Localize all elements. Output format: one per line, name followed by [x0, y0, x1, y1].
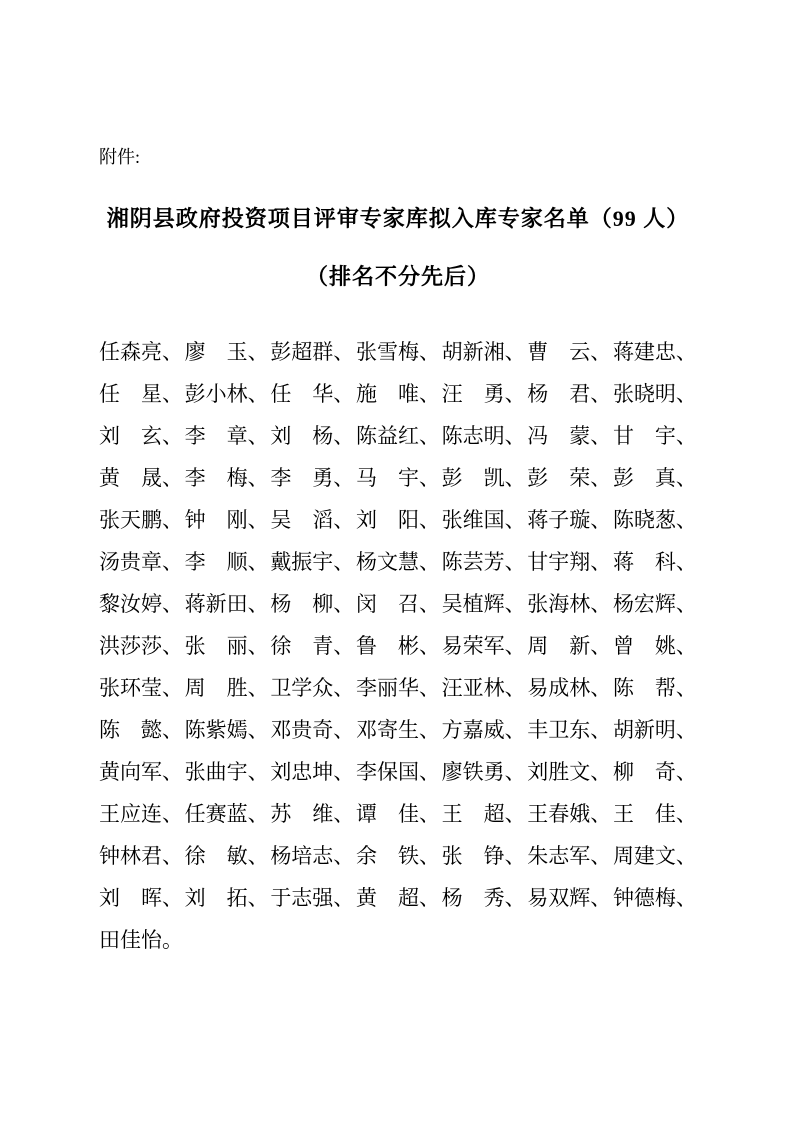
document-subtitle: （排名不分先后）	[305, 264, 490, 290]
expert-name: 张曲宇、	[184, 759, 269, 784]
expert-name: 柳 奇、	[612, 759, 697, 784]
expert-name: 李 顺、	[184, 549, 269, 574]
name-line	[99, 919, 697, 961]
expert-name: 周 胜、	[184, 675, 269, 700]
expert-name: 陈芸芳、	[441, 549, 526, 574]
name-line	[99, 457, 697, 499]
expert-name: 黄向军、	[99, 759, 183, 784]
expert-name: 陈 懿、	[99, 717, 183, 742]
expert-name: 彭小林、	[184, 381, 269, 406]
expert-name: 张 铮、	[441, 843, 526, 868]
expert-name: 卫学众、	[270, 675, 355, 700]
expert-name: 李 梅、	[184, 465, 269, 490]
name-list	[99, 331, 697, 961]
name-line	[99, 541, 697, 583]
expert-name: 蒋子璇、	[527, 507, 612, 532]
expert-name: 刘胜文、	[527, 759, 612, 784]
expert-name: 杨文慧、	[355, 549, 440, 574]
expert-name: 李 章、	[184, 423, 269, 448]
expert-name: 甘宇翔、	[527, 549, 612, 574]
expert-name: 蒋新田、	[184, 591, 269, 616]
expert-name: 田佳怡。	[99, 927, 183, 952]
expert-name: 施 唯、	[355, 381, 440, 406]
expert-name: 黄 超、	[355, 885, 440, 910]
expert-name: 张维国、	[441, 507, 526, 532]
expert-name: 曾 姚、	[612, 633, 697, 658]
expert-name: 吴 滔、	[270, 507, 355, 532]
expert-name: 王 超、	[441, 801, 526, 826]
expert-name: 朱志军、	[527, 843, 612, 868]
name-line	[99, 625, 697, 667]
expert-name: 杨宏辉、	[612, 591, 697, 616]
name-line	[99, 667, 697, 709]
expert-name: 陈志明、	[441, 423, 526, 448]
expert-name: 蒋建忠、	[612, 339, 697, 364]
expert-name: 张晓明、	[612, 381, 697, 406]
expert-name: 刘 晖、	[99, 885, 183, 910]
expert-name: 李 勇、	[270, 465, 355, 490]
name-line	[99, 709, 697, 751]
name-line	[99, 877, 697, 919]
expert-name: 洪莎莎、	[99, 633, 183, 658]
expert-name: 蒋 科、	[612, 549, 697, 574]
expert-name: 胡新明、	[612, 717, 697, 742]
expert-name: 廖 玉、	[184, 339, 269, 364]
expert-name: 易荣军、	[441, 633, 526, 658]
expert-name: 易双辉、	[527, 885, 612, 910]
expert-name: 王应连、	[99, 801, 183, 826]
document-title: 湘阴县政府投资项目评审专家库拟入库专家名单（99 人）	[106, 206, 690, 231]
expert-name: 李保国、	[355, 759, 440, 784]
expert-name: 陈紫嫣、	[184, 717, 269, 742]
expert-name: 陈 帮、	[612, 675, 697, 700]
expert-name: 钟德梅、	[612, 885, 697, 910]
expert-name: 刘忠坤、	[270, 759, 355, 784]
name-line	[99, 331, 697, 373]
expert-name: 鲁 彬、	[355, 633, 440, 658]
name-line	[99, 793, 697, 835]
expert-name: 丰卫东、	[527, 717, 612, 742]
expert-name: 廖铁勇、	[441, 759, 526, 784]
expert-name: 张天鹏、	[99, 507, 183, 532]
expert-name: 陈益红、	[355, 423, 440, 448]
attachment-label: 附件:	[99, 147, 141, 167]
expert-name: 甘 宇、	[612, 423, 697, 448]
expert-name: 汪亚林、	[441, 675, 526, 700]
expert-name: 冯 蒙、	[527, 423, 612, 448]
expert-name: 王春娥、	[527, 801, 612, 826]
expert-name: 张海林、	[527, 591, 612, 616]
expert-name: 张 丽、	[184, 633, 269, 658]
expert-name: 吴植辉、	[441, 591, 526, 616]
expert-name: 任 华、	[270, 381, 355, 406]
name-line	[99, 835, 697, 877]
expert-name: 陈晓葱、	[612, 507, 697, 532]
name-line	[99, 583, 697, 625]
expert-name: 汪 勇、	[441, 381, 526, 406]
expert-name: 张环莹、	[99, 675, 183, 700]
expert-name: 周建文、	[612, 843, 697, 868]
expert-name: 李丽华、	[355, 675, 440, 700]
expert-name: 任森亮、	[99, 339, 183, 364]
expert-name: 刘 玄、	[99, 423, 183, 448]
expert-name: 徐 青、	[270, 633, 355, 658]
expert-name: 苏 维、	[270, 801, 355, 826]
expert-name: 任 星、	[99, 381, 183, 406]
expert-name: 彭 荣、	[527, 465, 612, 490]
expert-name: 胡新湘、	[441, 339, 526, 364]
expert-name: 杨培志、	[270, 843, 355, 868]
expert-name: 曹 云、	[527, 339, 612, 364]
expert-name: 易成林、	[527, 675, 612, 700]
expert-name: 邓寄生、	[355, 717, 440, 742]
expert-name: 方嘉威、	[441, 717, 526, 742]
expert-name: 戴振宇、	[270, 549, 355, 574]
expert-name: 钟 刚、	[184, 507, 269, 532]
name-line	[99, 415, 697, 457]
expert-name: 马 宇、	[355, 465, 440, 490]
expert-name: 刘 杨、	[270, 423, 355, 448]
expert-name: 彭 真、	[612, 465, 697, 490]
expert-name: 于志强、	[270, 885, 355, 910]
expert-name: 杨 柳、	[270, 591, 355, 616]
expert-name: 谭 佳、	[355, 801, 440, 826]
expert-name: 汤贵章、	[99, 549, 183, 574]
expert-name: 任赛蓝、	[184, 801, 269, 826]
expert-name: 黎汝婷、	[99, 591, 183, 616]
expert-name: 闵 召、	[355, 591, 440, 616]
name-line	[99, 751, 697, 793]
expert-name: 余 铁、	[355, 843, 440, 868]
expert-name: 王 佳、	[612, 801, 697, 826]
expert-name: 刘 拓、	[184, 885, 269, 910]
expert-name: 黄 晟、	[99, 465, 183, 490]
expert-name: 彭 凯、	[441, 465, 526, 490]
name-line	[99, 499, 697, 541]
expert-name: 钟林君、	[99, 843, 183, 868]
expert-name: 徐 敏、	[184, 843, 269, 868]
expert-name: 刘 阳、	[355, 507, 440, 532]
expert-name: 张雪梅、	[355, 339, 440, 364]
expert-name: 周 新、	[527, 633, 612, 658]
name-line	[99, 373, 697, 415]
expert-name: 邓贵奇、	[270, 717, 355, 742]
expert-name: 杨 君、	[527, 381, 612, 406]
expert-name: 杨 秀、	[441, 885, 526, 910]
expert-name: 彭超群、	[270, 339, 355, 364]
